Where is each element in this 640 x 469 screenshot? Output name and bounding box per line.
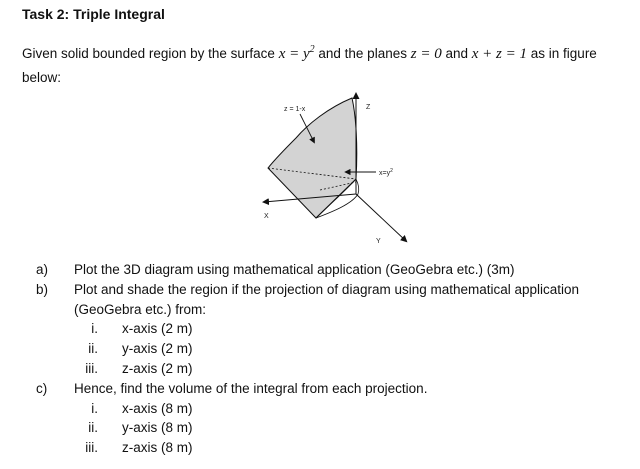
problem-statement (22, 38, 628, 89)
task-title: Task 2: Triple Integral (22, 6, 165, 22)
y-axis (356, 194, 406, 241)
sub-question-number: i. (91, 400, 98, 416)
question-label: a) (36, 262, 49, 277)
question-label: b) (36, 281, 49, 297)
sub-question-number: i. (91, 321, 98, 337)
intro-text-1: Given solid bounded region by the surface (22, 46, 275, 61)
sub-question-text: z-axis (8 m) (122, 440, 193, 456)
intro-text-3: and (445, 46, 468, 61)
intro-text-4: as in figure below: (22, 46, 597, 85)
question-text: Plot the 3D diagram using mathematical application (GeoGebra etc.) (3m) (74, 262, 515, 277)
surface-equation-base: x = y (278, 46, 310, 62)
sub-question-number: ii. (88, 420, 98, 436)
sub-question-number: iii. (85, 440, 98, 456)
intro-text-2: and the planes (318, 46, 407, 61)
surface-label-exponent: 2 (390, 168, 393, 174)
surface-label-base: x=y (379, 170, 391, 177)
surface-label (379, 168, 393, 177)
sub-question-text: z-axis (2 m) (122, 361, 193, 376)
y-axis-label: Y (376, 238, 381, 245)
surface-equation (279, 46, 315, 62)
z-axis-label: Z (366, 104, 371, 111)
plane-equation-2: x + z = 1 (471, 46, 528, 62)
plane-label: z = 1-x (284, 106, 306, 113)
sub-question-number: iii. (85, 361, 98, 376)
plane-equation-1: z = 0 (410, 46, 442, 62)
question-label: c) (36, 380, 48, 396)
sub-question-text: y-axis (2 m) (122, 341, 193, 357)
sub-question-text: x-axis (8 m) (122, 400, 193, 416)
sub-question-text: y-axis (8 m) (122, 420, 193, 436)
question-text: Plot and shade the region if the projection of diagram using mathematical application (74, 281, 580, 297)
x-axis-label: X (264, 213, 269, 220)
sub-question-number: ii. (88, 341, 98, 357)
solid-region-figure (248, 86, 418, 252)
sub-question-text: x-axis (2 m) (122, 321, 193, 337)
question-text: Hence, find the volume of the integral from each projection. (74, 380, 428, 396)
surface-equation-exponent: 2 (309, 44, 315, 55)
question-text-continued: (GeoGebra etc.) from: (74, 301, 207, 317)
